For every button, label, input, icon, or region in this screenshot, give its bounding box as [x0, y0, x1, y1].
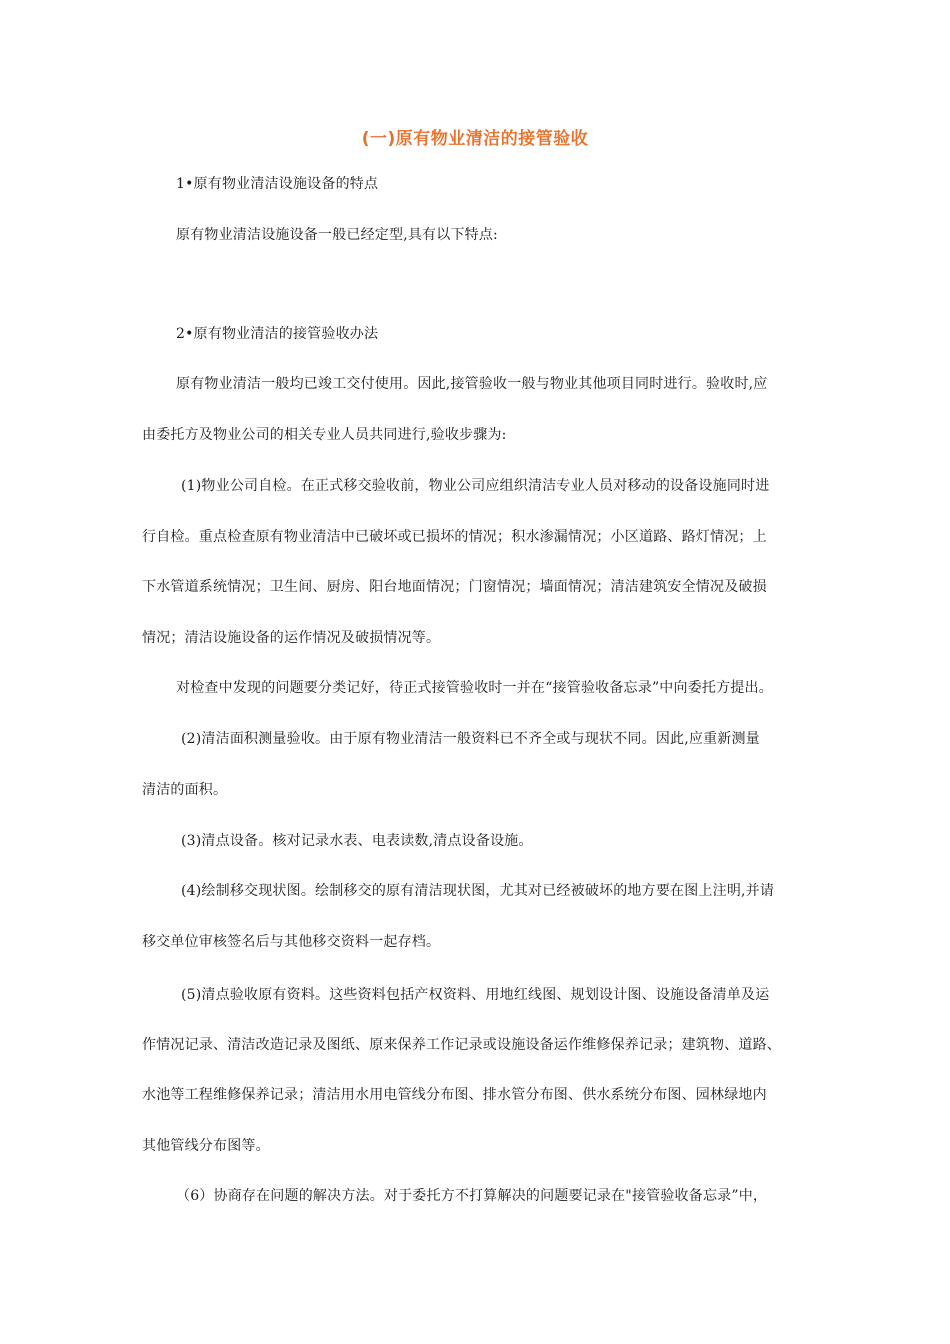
paragraph-line: 作情况记录、清洁改造记录及图纸、原来保养工作记录或设施设备运作维修保养记录；建筑物、道路、 — [142, 1037, 781, 1053]
step-3-line: (3)清点设备。核对记录水表、电表读数,清点设备设施。 — [181, 833, 533, 849]
step-2-line: (2)清洁面积测量验收。由于原有物业清洁一般资料已不齐全或与现状不同。因此,应重新测量 — [181, 731, 760, 747]
heading-1: 1•原有物业清洁设施设备的特点 — [176, 176, 379, 192]
step-1-line: (1)物业公司自检。在正式移交验收前，物业公司应组织清洁专业人员对移动的设备设施同时进 — [181, 478, 770, 494]
paragraph-line: 水池等工程维修保养记录；清洁用水用电管线分布图、排水管分布图、供水系统分布图、园林绿地内 — [142, 1087, 767, 1103]
paragraph-line: 移交单位审核签名后与其他移交资料一起存档。 — [142, 934, 441, 950]
step-6-line: （6）协商存在问题的解决方法。对于委托方不打算解决的问题要记录在"接管验收备忘录”中， — [176, 1188, 768, 1204]
paragraph-line: 情况；清洁设施设备的运作情况及破损情况等。 — [142, 630, 441, 646]
heading-2: 2•原有物业清洁的接管验收办法 — [176, 326, 379, 342]
paragraph-line: 由委托方及物业公司的相关专业人员共同进行,验收步骤为: — [142, 427, 507, 443]
paragraph-line: 原有物业清洁一般均已竣工交付使用。因此,接管验收一般与物业其他项目同时进行。验收时,应 — [176, 376, 768, 392]
paragraph-line: 原有物业清洁设施设备一般已经定型,具有以下特点: — [176, 227, 498, 243]
paragraph-line: 其他管线分布图等。 — [142, 1138, 270, 1154]
paragraph-line: 下水管道系统情况；卫生间、厨房、阳台地面情况；门窗情况；墙面情况；清洁建筑安全情况及破损 — [142, 579, 767, 595]
step-4-line: (4)绘制移交现状图。绘制移交的原有清洁现状图，尤其对已经被破坏的地方要在图上注明,并请 — [181, 883, 775, 899]
paragraph-line: 行自检。重点检查原有物业清洁中已破坏或已损坏的情况；积水渗漏情况；小区道路、路灯情况；上 — [142, 529, 767, 545]
section-title: (一)原有物业清洁的接管验收 — [361, 129, 589, 149]
step-5-line: (5)清点验收原有资料。这些资料包括产权资料、用地红线图、规划设计图、设施设备清单及运 — [181, 987, 770, 1003]
paragraph-line: 对检查中发现的问题要分类记好，待正式接管验收时一并在“接管验收备忘录”中向委托方提出。 — [176, 680, 773, 696]
paragraph-line: 清洁的面积。 — [142, 782, 228, 798]
